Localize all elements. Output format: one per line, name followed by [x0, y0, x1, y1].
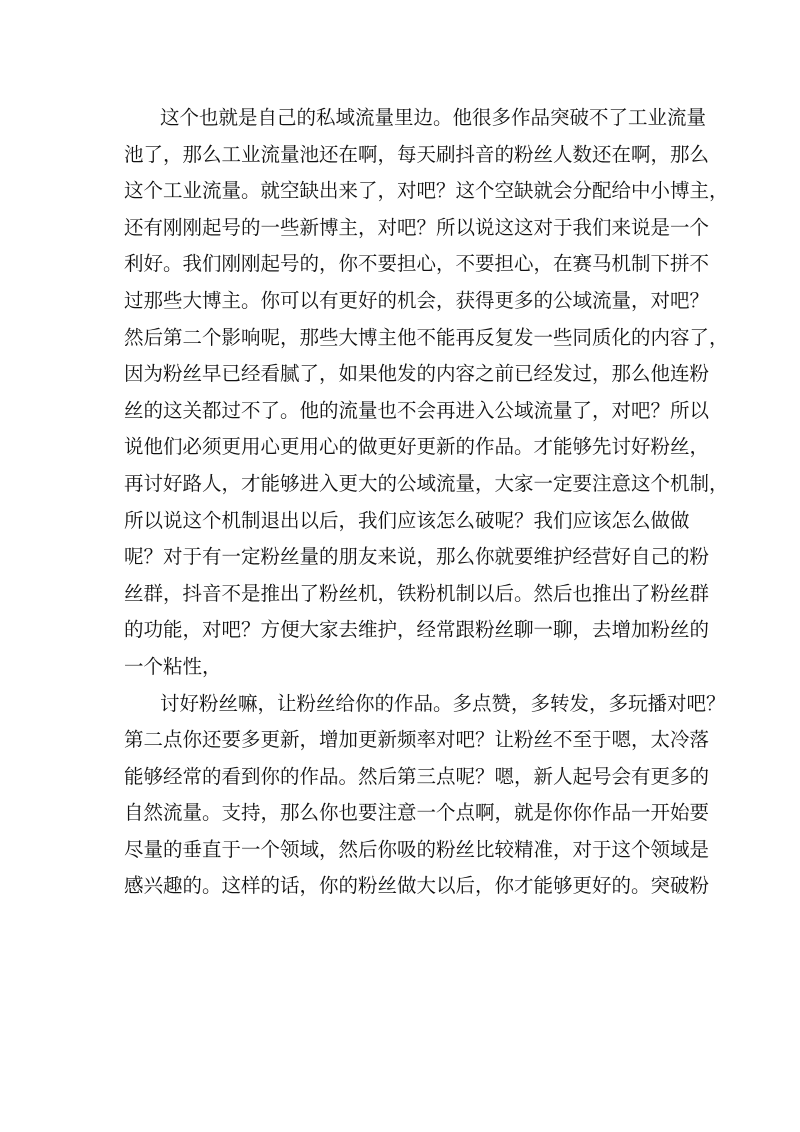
paragraph-1-line-4: 还有刚刚起号的一些新博主，对吧？所以说这这对于我们来说是一个 [124, 215, 710, 239]
paragraph-1-line-7: 然后第二个影响呢，那些大博主他不能再反复发一些同质化的内容了， [124, 325, 729, 349]
paragraph-1-line-13: 呢？对于有一定粉丝量的朋友来说，那么你就要维护经营好自己的粉 [124, 545, 710, 569]
paragraph-2-line-3: 能够经常的看到你的作品。然后第三点呢？嗯，新人起号会有更多的 [124, 764, 710, 788]
paragraph-1-line-9: 丝的这关都过不了。他的流量也不会再进入公域流量了，对吧？所以 [124, 398, 710, 422]
paragraph-1-line-16: 一个粘性， [124, 654, 222, 678]
paragraph-1-line-12: 所以说这个机制退出以后，我们应该怎么破呢？我们应该怎么做做 [124, 508, 690, 532]
paragraph-1-line-2: 池了，那么工业流量池还在啊，每天刷抖音的粉丝人数还在啊，那么 [124, 142, 710, 166]
paragraph-1-line-8: 因为粉丝早已经看腻了，如果他发的内容之前已经发过，那么他连粉 [124, 362, 710, 386]
paragraph-1-line-14: 丝群，抖音不是推出了粉丝机，铁粉机制以后。然后也推出了粉丝群 [124, 581, 710, 605]
paragraph-1-line-1: 这个也就是自己的私域流量里边。他很多作品突破不了工业流量 [160, 106, 707, 129]
paragraph-1-line-10: 说他们必须更用心更用心的做更好更新的作品。才能够先讨好粉丝， [124, 435, 710, 459]
paragraph-1-line-5: 利好。我们刚刚起号的，你不要担心，不要担心，在赛马机制下拼不 [124, 252, 710, 276]
paragraph-2-line-5: 尽量的垂直于一个领域，然后你吸的粉丝比较精准，对于这个领域是 [124, 837, 710, 861]
paragraph-2-line-4: 自然流量。支持，那么你也要注意一个点啊，就是你你作品一开始要 [124, 801, 710, 825]
paragraph-1-line-3: 这个工业流量。就空缺出来了，对吧？这个空缺就会分配给中小博主， [124, 179, 729, 203]
paragraph-2-line-1: 讨好粉丝嘛，让粉丝给你的作品。多点赞，多转发，多玩播对吧？ [160, 691, 726, 715]
paragraph-1-line-6: 过那些大博主。你可以有更好的机会，获得更多的公域流量，对吧？ [124, 288, 710, 312]
paragraph-2-line-2: 第二点你还要多更新，增加更新频率对吧？让粉丝不至于嗯，太冷落 [124, 728, 710, 752]
document-body [124, 100, 729, 905]
paragraph-1-line-11: 再讨好路人，才能够进入更大的公域流量，大家一定要注意这个机制， [124, 471, 729, 495]
paragraph-2-line-6: 感兴趣的。这样的话，你的粉丝做大以后，你才能够更好的。突破粉 [124, 874, 710, 898]
paragraph-1-line-15: 的功能，对吧？方便大家去维护，经常跟粉丝聊一聊，去增加粉丝的 [124, 618, 710, 642]
